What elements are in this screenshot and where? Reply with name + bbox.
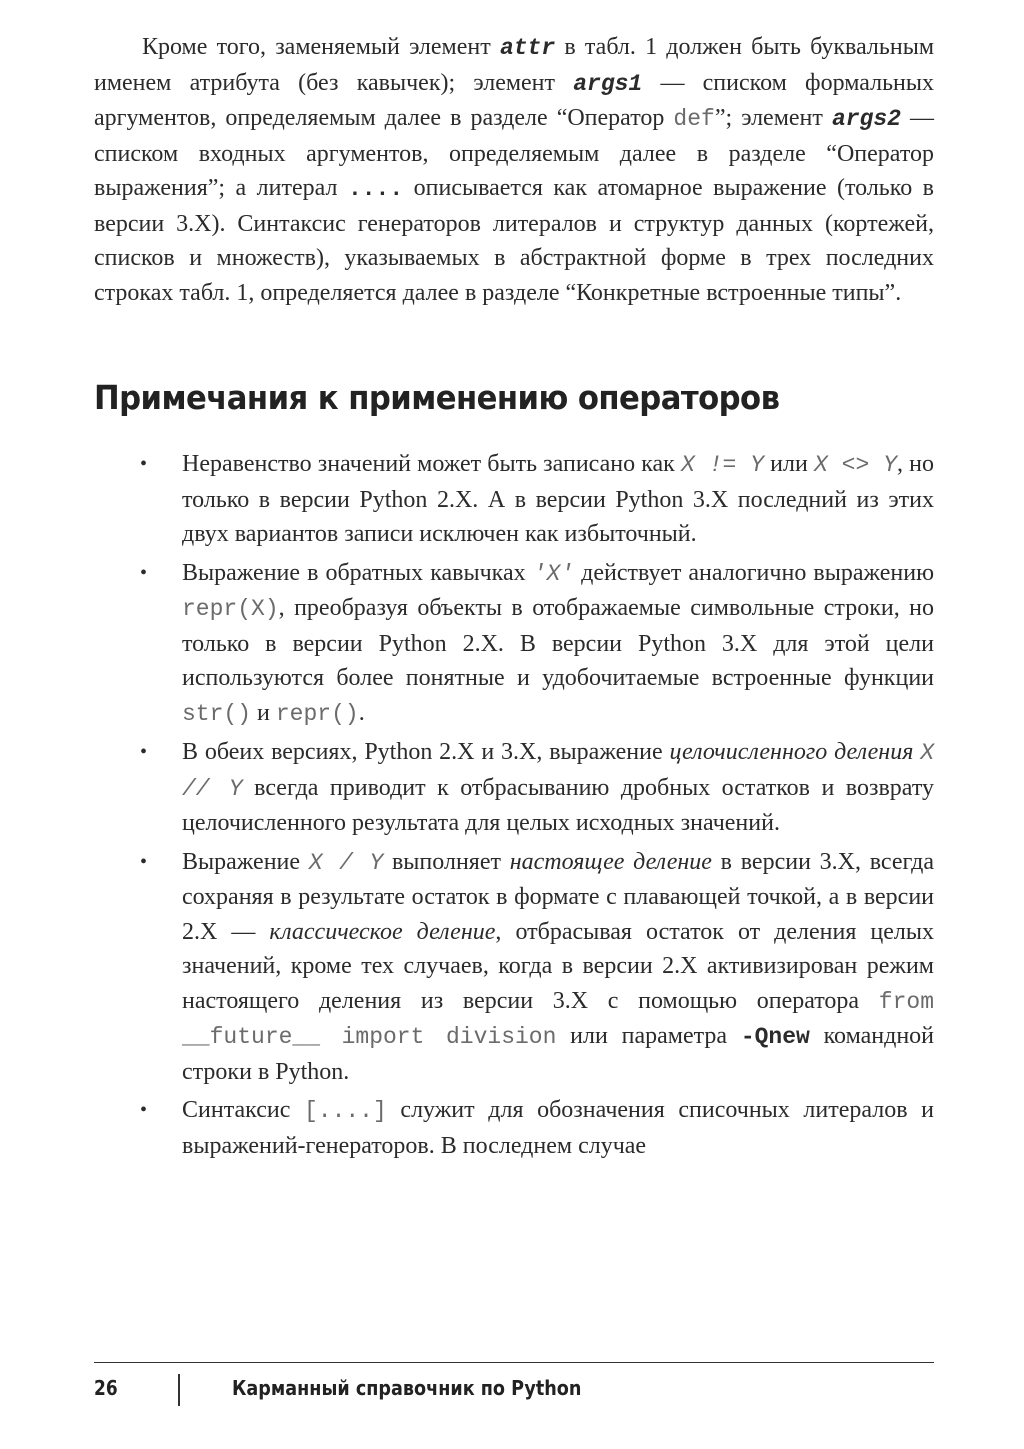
text: , но только в версии Python 2.X. А в версии Python 3.X последний из этих двух вариантов записи исключен как избыточный. (182, 451, 934, 547)
text: . (358, 699, 365, 726)
code-inline: [....] (303, 1098, 387, 1124)
text: или параметра (556, 1023, 741, 1049)
text: Кроме того, заменяемый элемент (142, 34, 500, 60)
code-inline: X != Y (680, 452, 765, 478)
text: выполняет (383, 848, 510, 875)
code-ellipsis: .... (347, 176, 404, 202)
notes-list (94, 447, 934, 1163)
text: — списком входных аргументов, определяемым далее в разделе “Оператор выражения”; а литерал (94, 105, 934, 201)
text: служит для обозначения списочных литералов и выражений-генераторов. В последнем случае (182, 1097, 935, 1159)
code-inline: repr(X) (182, 596, 279, 622)
code-inline: repr() (275, 700, 359, 727)
italic-term: классическое деление (269, 918, 496, 945)
text: в версии 3.X, всегда сохраняя в результате остаток в формате с плавающей точкой, а в версии 2.X — (182, 848, 935, 945)
text: описывается как атомарное выражение (только в версии 3.X). Синтаксис генераторов литералов и структур данных (кортежей, списков и множеств), указываемых в абстрактной форме в трех последних строках табл. 1, определяется далее в разделе “Конкретные встроенные типы”. (94, 175, 934, 306)
list-item (94, 735, 934, 841)
bullet-icon: • (140, 1099, 148, 1121)
code-args2: args2 (831, 106, 901, 132)
text: Выражение в обратных кавычках (182, 559, 533, 586)
code-inline: -Qnew (740, 1024, 810, 1050)
text: — списком формальных аргументов, определяемым далее в разделе “Оператор (94, 69, 934, 131)
text: В обеих версиях, Python 2.X и 3.X, выражение (182, 739, 670, 765)
italic-term: настоящее деление (509, 848, 712, 875)
list-item (94, 556, 934, 732)
code-def: def (673, 106, 715, 132)
code-inline: X <> Y (813, 452, 898, 478)
text: Выражение (182, 848, 309, 875)
code-inline: X // Y (182, 740, 935, 802)
list-item (94, 1093, 934, 1163)
bullet-icon: • (140, 850, 148, 873)
list-item (94, 845, 934, 1090)
text: или (764, 451, 814, 477)
footer-divider (178, 1374, 180, 1406)
text: ”; элемент (714, 105, 832, 131)
bullet-icon: • (140, 741, 148, 763)
code-inline: X / Y (308, 849, 384, 876)
page-footer (94, 1374, 934, 1410)
text: Неравенство значений может быть записано как (182, 451, 681, 477)
footer-rule (94, 1362, 934, 1363)
text: и (251, 699, 276, 726)
text: в табл. 1 должен быть буквальным именем атрибута (без кавычек); элемент (94, 34, 935, 96)
text: , отбрасывая остаток от деления целых значений, кроме тех случаев, когда в версии 2.X активизирован режим настоящего деления из версии 3.X с помощью оператора (182, 918, 935, 1014)
text: действует аналогично выражению (574, 559, 935, 586)
section-heading: Примечания к применению операторов (94, 378, 780, 417)
running-title: Карманный справочник по Python (232, 1376, 582, 1400)
text: Синтаксис (182, 1097, 304, 1123)
code-inline: 'X' (532, 560, 575, 587)
code-inline: str() (182, 700, 252, 727)
intro-paragraph (94, 30, 934, 310)
code-inline: from __future__ import division (182, 988, 934, 1050)
text: , преобразуя объекты в отображаемые символьные строки, но только в версии Python 2.X. В версии Python 3.X для этой цели используются более понятные и удобочитаемые встроенные функции (182, 595, 934, 691)
code-args1: args1 (573, 70, 643, 97)
list-item (94, 447, 934, 552)
bullet-icon: • (140, 561, 148, 584)
text: командной строки в Python. (182, 1023, 935, 1085)
italic-term: целочисленного деления (669, 739, 914, 765)
text: всегда приводит к отбрасыванию дробных остатков и возврату целочисленного результата для целых исходных значений. (182, 774, 934, 836)
bullet-icon: • (140, 453, 148, 475)
page-number: 26 (94, 1376, 118, 1400)
code-attr: attr (499, 35, 556, 61)
page-content (94, 30, 934, 1167)
